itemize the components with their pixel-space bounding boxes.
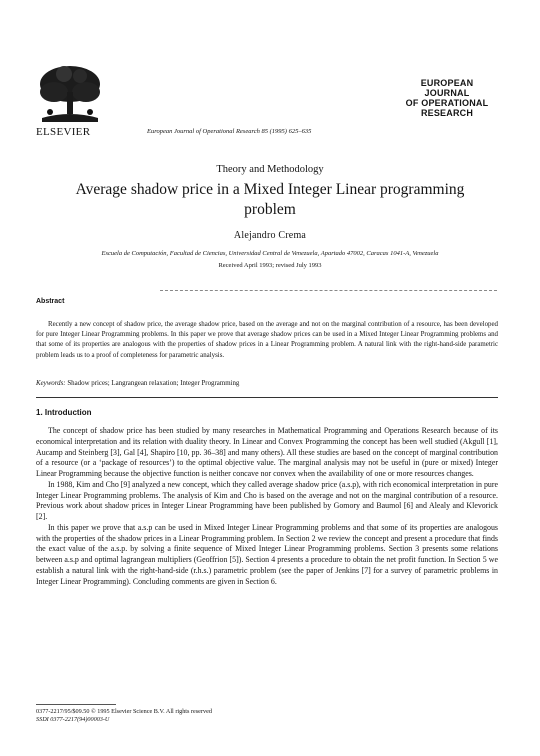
abstract-heading: Abstract xyxy=(36,298,65,305)
keywords xyxy=(36,380,498,387)
footer-divider xyxy=(36,704,116,705)
author-name: Alejandro Crema xyxy=(233,230,307,241)
copyright-line: 0377-2217/95/$09.50 © 1995 Elsevier Science B.V. All rights reserved xyxy=(36,708,212,715)
journal-citation: European Journal of Operational Research 85 (1995) 625–635 xyxy=(147,128,312,135)
introduction-paragraph: The concept of shadow price has been studied by many researches in Mathematical Programming and Operations Research because of its economical interpretation and its relation with duality theory. In Linear and Convex Programming the concept has been well studied (Akgull [1], Aucamp and Steinberg [3], Gal [4], Shapiro [10, pp. 36–38] and many others). All these studies are based on the concept of marginal contribution of a resource (or a ‘package of resources’) to the optimal objective value. The marginal analysis may not be useful in (pure or mixed) Integer Linear Programming because the objective function is neither concave nor convex when the availability of one or more resources changes. xyxy=(36,426,498,478)
abstract-text: Recently a new concept of shadow price, the average shadow price, based on the average and not on the marginal contribution of a resource, has been developed for pure Integer Linear Programming problems. In this paper we prove that average shadow prices can be used in a Mixed Integer Linear Programming problems and that some of its properties are analogous with the properties of shadow prices in a Linear Programming problem. A natural link with the right-hand-side parametric problem leads us to a proof of completeness for parametric analysis. xyxy=(36,321,498,359)
keywords-list: Shadow prices; Langrangean relaxation; Integer Programming xyxy=(67,380,240,387)
introduction-paragraph: In this paper we prove that a.s.p can be used in Mixed Integer Linear Programming problems and that some of its properties are analogous with the properties of the shadow prices in a Linear Programming problem. In Section 2 we review the concept and present a procedure that finds the exact value of the a.s.p. by solving a finite sequence of Mixed Integer Linear Programming problems. Section 3 presents some relations between a.s.p and optimal lagrangean multipliers (Geoffrion [5]). Section 4 presents a procedure to obtain the net profit function. In Section 5 we establish a natural link with the right-hand-side (r.h.s.) parametric problem (see the paper of Jenkins [7] for a survey of parametric problems in Integer Linear Programming). Concluding comments are given in Section 6. xyxy=(36,522,498,586)
article-title: Average shadow price in a Mixed Integer Linear programming problem xyxy=(75,181,465,218)
header-divider xyxy=(160,290,497,291)
journal-name: EUROPEAN JOURNAL OF OPERATIONAL RESEARCH xyxy=(405,78,489,118)
received-dates: Received April 1993; revised July 1993 xyxy=(218,262,322,269)
section-divider xyxy=(36,397,498,398)
introduction-paragraph: In 1988, Kim and Cho [9] analyzed a new concept, which they called average shadow price (a.s.p), with rich economical interpretation in pure Integer Linear Programming problems. The analysis of Kim and Cho is based on the average and not on the marginal contribution of a resource. Previous work about shadow prices in Integer Linear Programming have been published by Gomory and Baumol [6] and Alealy and Klevorick [2]. xyxy=(36,479,498,521)
publisher-name: ELSEVIER xyxy=(36,126,91,138)
section-label: Theory and Methodology xyxy=(216,164,324,175)
introduction-body xyxy=(36,426,498,587)
introduction-heading: 1. Introduction xyxy=(36,408,92,417)
author-affiliation: Escuela de Computación, Facultad de Ciencias, Universidad Central de Venezuela, Apartado 47002, Caracas 1041-A, Venezuela xyxy=(101,250,439,257)
keywords-label: Keywords: xyxy=(36,380,66,387)
copyright-footer xyxy=(36,708,212,724)
ssdi-line: SSDI 0377-2217(94)00003-U xyxy=(36,716,110,723)
